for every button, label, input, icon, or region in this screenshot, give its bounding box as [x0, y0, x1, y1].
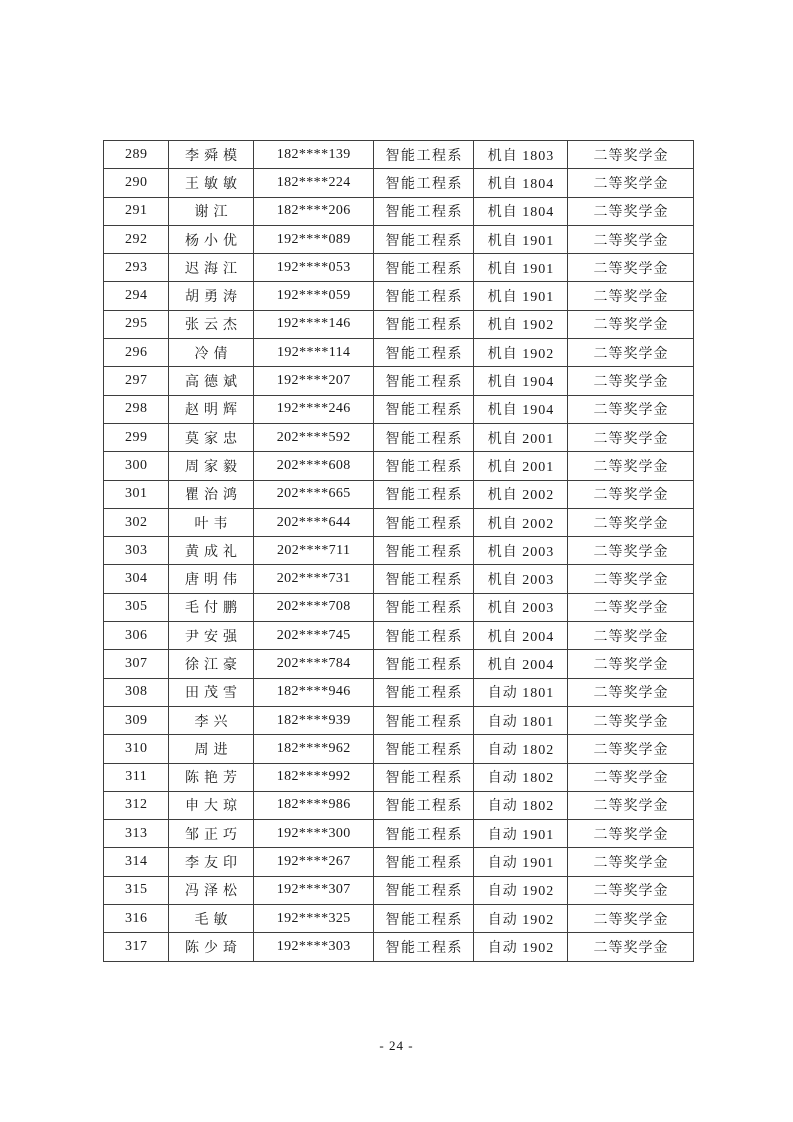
cell-department: 智能工程系: [374, 622, 474, 650]
cell-award: 二等奖学金: [568, 763, 694, 791]
cell-award: 二等奖学金: [568, 706, 694, 734]
cell-award: 二等奖学金: [568, 310, 694, 338]
table-row: [104, 141, 694, 169]
cell-number: 302: [104, 508, 169, 536]
cell-name: 谢江: [169, 197, 254, 225]
cell-number: 304: [104, 565, 169, 593]
cell-class: 机自 1804: [474, 169, 568, 197]
cell-name: 黄成礼: [169, 537, 254, 565]
cell-department: 智能工程系: [374, 565, 474, 593]
cell-department: 智能工程系: [374, 537, 474, 565]
cell-number: 300: [104, 452, 169, 480]
cell-number: 303: [104, 537, 169, 565]
cell-number: 289: [104, 141, 169, 169]
table-row: [104, 905, 694, 933]
cell-number: 308: [104, 678, 169, 706]
cell-class: 自动 1802: [474, 735, 568, 763]
cell-name: 周进: [169, 735, 254, 763]
table-row: [104, 735, 694, 763]
cell-number: 295: [104, 310, 169, 338]
cell-student_id: 192****303: [254, 933, 374, 961]
cell-award: 二等奖学金: [568, 593, 694, 621]
cell-award: 二等奖学金: [568, 141, 694, 169]
cell-name: 田茂雪: [169, 678, 254, 706]
cell-class: 机自 2002: [474, 480, 568, 508]
table-row: [104, 339, 694, 367]
cell-name: 高德斌: [169, 367, 254, 395]
cell-department: 智能工程系: [374, 367, 474, 395]
cell-class: 自动 1801: [474, 678, 568, 706]
cell-department: 智能工程系: [374, 254, 474, 282]
cell-award: 二等奖学金: [568, 820, 694, 848]
cell-number: 312: [104, 791, 169, 819]
cell-number: 309: [104, 706, 169, 734]
cell-student_id: 182****206: [254, 197, 374, 225]
table-row: [104, 423, 694, 451]
cell-student_id: 192****307: [254, 876, 374, 904]
cell-student_id: 192****267: [254, 848, 374, 876]
cell-award: 二等奖学金: [568, 848, 694, 876]
cell-department: 智能工程系: [374, 395, 474, 423]
cell-student_id: 202****608: [254, 452, 374, 480]
cell-department: 智能工程系: [374, 508, 474, 536]
cell-name: 迟海江: [169, 254, 254, 282]
cell-award: 二等奖学金: [568, 225, 694, 253]
cell-number: 294: [104, 282, 169, 310]
table-row: [104, 254, 694, 282]
table-row: [104, 169, 694, 197]
table-row: [104, 848, 694, 876]
cell-student_id: 182****224: [254, 169, 374, 197]
cell-class: 自动 1902: [474, 933, 568, 961]
cell-student_id: 192****300: [254, 820, 374, 848]
cell-class: 机自 1901: [474, 282, 568, 310]
table-row: [104, 452, 694, 480]
cell-award: 二等奖学金: [568, 876, 694, 904]
cell-award: 二等奖学金: [568, 565, 694, 593]
cell-number: 306: [104, 622, 169, 650]
cell-number: 290: [104, 169, 169, 197]
cell-class: 机自 1901: [474, 254, 568, 282]
cell-name: 杨小优: [169, 225, 254, 253]
cell-class: 机自 1902: [474, 339, 568, 367]
table-row: [104, 763, 694, 791]
cell-award: 二等奖学金: [568, 254, 694, 282]
cell-student_id: 202****644: [254, 508, 374, 536]
table-row: [104, 791, 694, 819]
cell-award: 二等奖学金: [568, 339, 694, 367]
cell-department: 智能工程系: [374, 197, 474, 225]
cell-name: 李舜模: [169, 141, 254, 169]
cell-department: 智能工程系: [374, 820, 474, 848]
cell-name: 毛付鹏: [169, 593, 254, 621]
cell-student_id: 202****745: [254, 622, 374, 650]
cell-department: 智能工程系: [374, 339, 474, 367]
cell-award: 二等奖学金: [568, 622, 694, 650]
cell-department: 智能工程系: [374, 282, 474, 310]
cell-class: 自动 1801: [474, 706, 568, 734]
table-row: [104, 565, 694, 593]
cell-student_id: 182****939: [254, 706, 374, 734]
cell-department: 智能工程系: [374, 848, 474, 876]
table-row: [104, 197, 694, 225]
cell-class: 机自 2004: [474, 650, 568, 678]
cell-class: 自动 1802: [474, 791, 568, 819]
cell-number: 310: [104, 735, 169, 763]
cell-number: 316: [104, 905, 169, 933]
cell-name: 冯泽松: [169, 876, 254, 904]
cell-department: 智能工程系: [374, 706, 474, 734]
cell-class: 机自 1901: [474, 225, 568, 253]
cell-award: 二等奖学金: [568, 169, 694, 197]
cell-award: 二等奖学金: [568, 791, 694, 819]
cell-department: 智能工程系: [374, 876, 474, 904]
page-number: - 24 -: [379, 1038, 414, 1053]
cell-student_id: 202****592: [254, 423, 374, 451]
cell-award: 二等奖学金: [568, 197, 694, 225]
cell-award: 二等奖学金: [568, 452, 694, 480]
cell-class: 机自 1902: [474, 310, 568, 338]
table-row: [104, 367, 694, 395]
cell-class: 自动 1901: [474, 848, 568, 876]
cell-department: 智能工程系: [374, 480, 474, 508]
cell-award: 二等奖学金: [568, 933, 694, 961]
cell-number: 299: [104, 423, 169, 451]
table-row: [104, 678, 694, 706]
cell-class: 机自 2001: [474, 423, 568, 451]
table-row: [104, 508, 694, 536]
cell-award: 二等奖学金: [568, 480, 694, 508]
cell-name: 周家毅: [169, 452, 254, 480]
cell-class: 自动 1902: [474, 905, 568, 933]
cell-name: 邹正巧: [169, 820, 254, 848]
cell-department: 智能工程系: [374, 933, 474, 961]
cell-award: 二等奖学金: [568, 508, 694, 536]
cell-student_id: 192****089: [254, 225, 374, 253]
cell-name: 李友印: [169, 848, 254, 876]
table-row: [104, 706, 694, 734]
cell-award: 二等奖学金: [568, 735, 694, 763]
cell-student_id: 202****731: [254, 565, 374, 593]
cell-class: 机自 1804: [474, 197, 568, 225]
cell-number: 311: [104, 763, 169, 791]
cell-name: 尹安强: [169, 622, 254, 650]
cell-student_id: 192****207: [254, 367, 374, 395]
cell-name: 李兴: [169, 706, 254, 734]
cell-class: 自动 1902: [474, 876, 568, 904]
scholarship-table: [103, 140, 694, 962]
table-row: [104, 225, 694, 253]
cell-number: 317: [104, 933, 169, 961]
table-row: [104, 622, 694, 650]
table-row: [104, 933, 694, 961]
cell-department: 智能工程系: [374, 141, 474, 169]
cell-department: 智能工程系: [374, 905, 474, 933]
cell-student_id: 182****992: [254, 763, 374, 791]
cell-class: 自动 1802: [474, 763, 568, 791]
cell-department: 智能工程系: [374, 763, 474, 791]
table-row: [104, 650, 694, 678]
cell-student_id: 182****946: [254, 678, 374, 706]
cell-student_id: 192****053: [254, 254, 374, 282]
cell-name: 赵明辉: [169, 395, 254, 423]
cell-award: 二等奖学金: [568, 395, 694, 423]
cell-department: 智能工程系: [374, 225, 474, 253]
cell-department: 智能工程系: [374, 735, 474, 763]
cell-award: 二等奖学金: [568, 905, 694, 933]
table-row: [104, 310, 694, 338]
cell-award: 二等奖学金: [568, 282, 694, 310]
cell-name: 叶韦: [169, 508, 254, 536]
cell-name: 陈少琦: [169, 933, 254, 961]
cell-class: 机自 2003: [474, 565, 568, 593]
cell-name: 张云杰: [169, 310, 254, 338]
table-row: [104, 820, 694, 848]
cell-number: 305: [104, 593, 169, 621]
cell-name: 莫家忠: [169, 423, 254, 451]
table-row: [104, 480, 694, 508]
cell-student_id: 192****059: [254, 282, 374, 310]
cell-award: 二等奖学金: [568, 537, 694, 565]
cell-class: 机自 2002: [474, 508, 568, 536]
cell-name: 陈艳芳: [169, 763, 254, 791]
cell-number: 291: [104, 197, 169, 225]
cell-student_id: 182****139: [254, 141, 374, 169]
cell-name: 唐明伟: [169, 565, 254, 593]
table-row: [104, 282, 694, 310]
cell-student_id: 202****784: [254, 650, 374, 678]
cell-class: 机自 2003: [474, 593, 568, 621]
cell-department: 智能工程系: [374, 169, 474, 197]
cell-name: 冷倩: [169, 339, 254, 367]
cell-award: 二等奖学金: [568, 650, 694, 678]
cell-name: 王敏敏: [169, 169, 254, 197]
cell-student_id: 192****114: [254, 339, 374, 367]
cell-student_id: 192****325: [254, 905, 374, 933]
table-body: [104, 141, 694, 962]
cell-department: 智能工程系: [374, 423, 474, 451]
cell-student_id: 202****665: [254, 480, 374, 508]
table-row: [104, 537, 694, 565]
cell-department: 智能工程系: [374, 452, 474, 480]
table-row: [104, 593, 694, 621]
cell-class: 机自 1803: [474, 141, 568, 169]
cell-class: 机自 2004: [474, 622, 568, 650]
cell-department: 智能工程系: [374, 791, 474, 819]
cell-name: 瞿治鸿: [169, 480, 254, 508]
cell-number: 298: [104, 395, 169, 423]
cell-department: 智能工程系: [374, 310, 474, 338]
cell-student_id: 182****962: [254, 735, 374, 763]
cell-class: 自动 1901: [474, 820, 568, 848]
cell-department: 智能工程系: [374, 650, 474, 678]
cell-number: 315: [104, 876, 169, 904]
cell-class: 机自 1904: [474, 395, 568, 423]
table-row: [104, 395, 694, 423]
cell-name: 申大琼: [169, 791, 254, 819]
cell-number: 313: [104, 820, 169, 848]
cell-student_id: 202****711: [254, 537, 374, 565]
cell-class: 机自 2001: [474, 452, 568, 480]
cell-student_id: 202****708: [254, 593, 374, 621]
cell-student_id: 192****246: [254, 395, 374, 423]
cell-number: 314: [104, 848, 169, 876]
cell-name: 毛敏: [169, 905, 254, 933]
cell-number: 297: [104, 367, 169, 395]
cell-department: 智能工程系: [374, 678, 474, 706]
cell-award: 二等奖学金: [568, 678, 694, 706]
cell-number: 296: [104, 339, 169, 367]
cell-name: 胡勇涛: [169, 282, 254, 310]
cell-class: 机自 2003: [474, 537, 568, 565]
cell-student_id: 182****986: [254, 791, 374, 819]
cell-number: 301: [104, 480, 169, 508]
cell-class: 机自 1904: [474, 367, 568, 395]
table-row: [104, 876, 694, 904]
cell-student_id: 192****146: [254, 310, 374, 338]
cell-number: 292: [104, 225, 169, 253]
cell-number: 307: [104, 650, 169, 678]
cell-number: 293: [104, 254, 169, 282]
cell-department: 智能工程系: [374, 593, 474, 621]
cell-name: 徐江豪: [169, 650, 254, 678]
cell-award: 二等奖学金: [568, 367, 694, 395]
cell-award: 二等奖学金: [568, 423, 694, 451]
